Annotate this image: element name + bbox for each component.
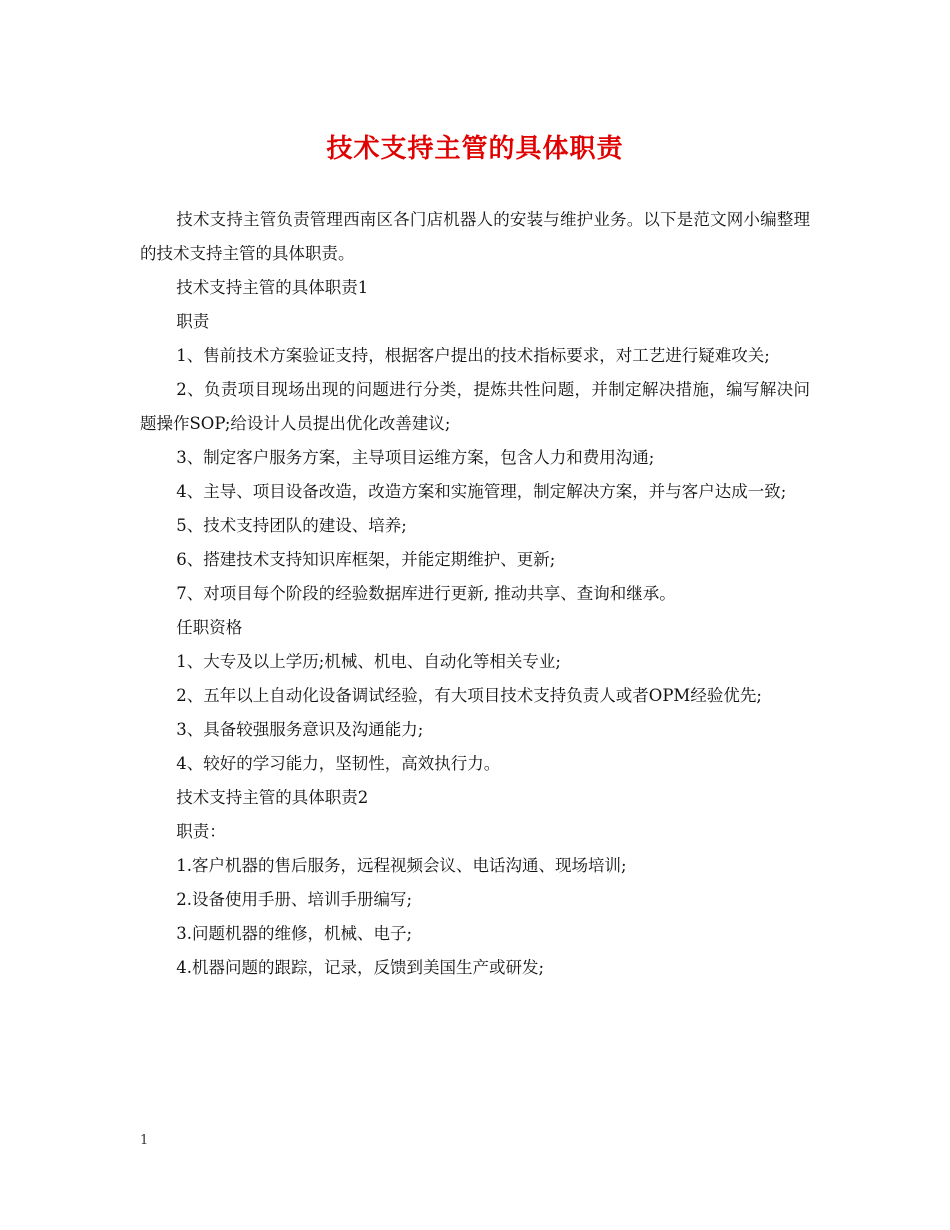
paragraph: 7、对项目每个阶段的经验数据库进行更新, 推动共享、查询和继承。 [176,584,676,603]
page-number: 1 [140,1133,149,1148]
document-title: 技术支持主管的具体职责 [326,134,624,164]
paragraph: 1、售前技术方案验证支持，根据客户提出的技术指标要求，对工艺进行疑难攻关; [176,346,770,365]
paragraph: 2.设备使用手册、培训手册编写; [176,890,413,909]
paragraph: 6、搭建技术支持知识库框架，并能定期维护、更新; [176,550,556,569]
paragraph: 5、技术支持团队的建设、培养; [176,516,407,535]
paragraph: 2、五年以上自动化设备调试经验，有大项目技术支持负责人或者OPM经验优先; [176,686,762,705]
paragraph: 4.机器问题的跟踪，记录，反馈到美国生产或研发; [176,958,545,977]
paragraph: 技术支持主管的具体职责1 [176,278,369,297]
paragraph: 技术支持主管的具体职责2 [176,788,369,807]
paragraph: 3.问题机器的维修，机械、电子; [176,924,413,943]
paragraph: 职责： [176,822,226,841]
paragraph: 任职资格 [176,618,243,637]
paragraph: 职责 [176,312,210,331]
paragraph: 技术支持主管负责管理西南区各门店机器人的安装与维护业务。以下是范文网小编整理的技术支持主管的具体职责。 [140,210,810,263]
paragraph: 1、大专及以上学历;机械、机电、自动化等相关专业; [176,652,561,671]
document-body [140,203,810,985]
paragraph: 4、较好的学习能力，坚韧性，高效执行力。 [176,754,501,773]
paragraph: 3、具备较强服务意识及沟通能力; [176,720,424,739]
paragraph: 4、主导、项目设备改造，改造方案和实施管理，制定解决方案，并与客户达成一致; [176,482,787,501]
paragraph: 2、负责项目现场出现的问题进行分类，提炼共性问题，并制定解决措施，编写解决问题操作SOP;给设计人员提出优化改善建议; [140,380,810,433]
paragraph: 3、制定客户服务方案，主导项目运维方案，包含人力和费用沟通; [176,448,655,467]
paragraph: 1.客户机器的售后服务，远程视频会议、电话沟通、现场培训; [176,856,627,875]
